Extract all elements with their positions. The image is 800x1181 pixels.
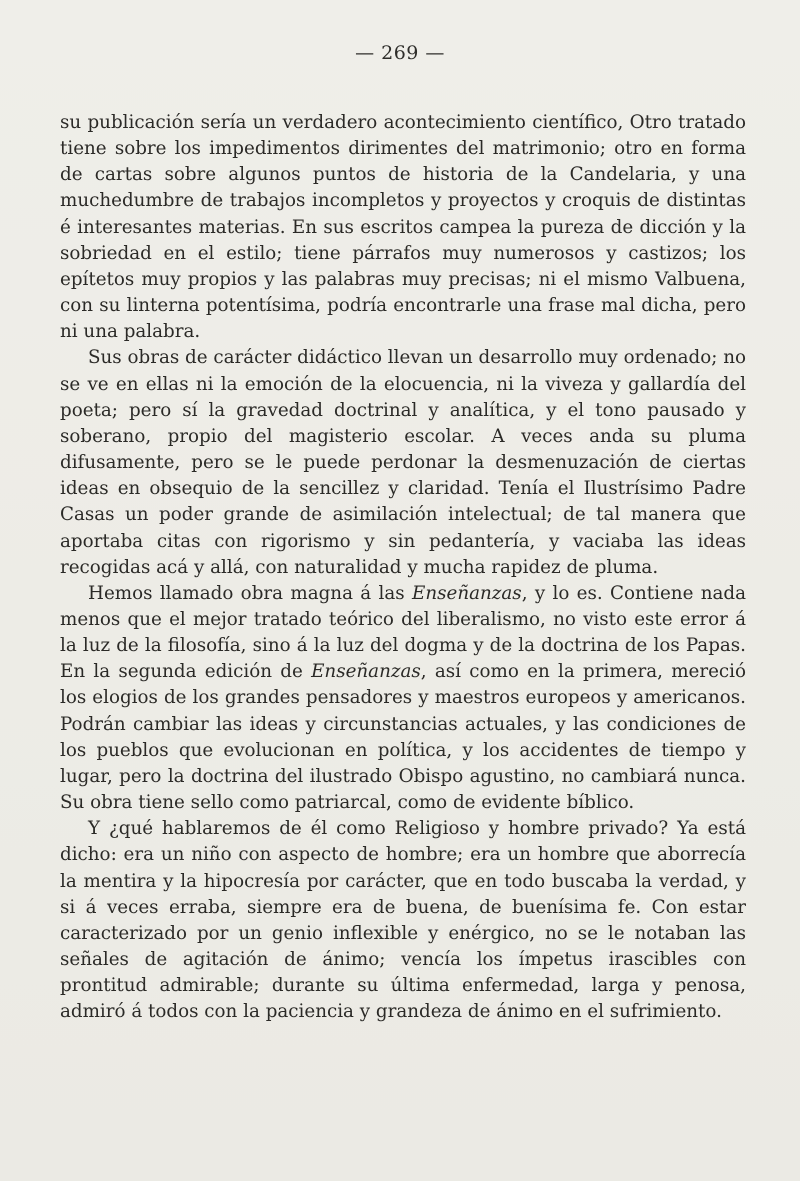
body-text (60, 110, 746, 1025)
paragraph-text: , y lo es. Contiene nada menos que el mejor tratado teórico del liberalismo, no visto este error á la luz de la filosofía, sino á la luz del dogma y de la doctrina de los Papas. En la segunda edición de (60, 582, 746, 683)
paragraph-text: , así como en la primera, mereció los elogios de los grandes pensadores y maestros europeos y americanos. Podrán cambiar las ideas y circunstancias actuales, y las condiciones de los pueblos que evolucionan en política, y los accidentes de tiempo y lugar, pero la doctrina del ilustrado Obispo agustino, no cambiará nunca. Su obra tiene sello como patriarcal, como de evidente bíblico. (60, 661, 746, 814)
book-title-italic: Enseñanzas (412, 582, 522, 604)
paragraph-1 (60, 110, 746, 345)
paragraph-2 (60, 345, 746, 580)
paragraph-text: Y ¿qué hablaremos de él como Religioso y hombre privado? Ya está dicho: era un niño con aspecto de hombre; era un hombre que aborrecía la mentira y la hipocresía por carácter, que en todo buscaba la verdad, y si á veces erraba, siempre era de buena, de buenísima fe. Con estar caracterizado por un genio inflexible y enérgico, no se le notaban las señales de agitación de ánimo; vencía los ímpetus irascibles con prontitud admirable; durante su última enfermedad, larga y penosa, admiró á todos con la paciencia y grandeza de ánimo en el sufrimiento. (60, 818, 746, 1023)
paragraph-text: Hemos llamado obra magna á las (88, 582, 412, 604)
paragraph-4 (60, 816, 746, 1025)
book-title-italic: Enseñanzas (311, 661, 421, 683)
paragraph-3 (60, 581, 746, 816)
paragraph-text: su publicación sería un verdadero acontecimiento científico, Otro tratado tiene sobre los impedimentos dirimentes del matrimonio; otro en forma de cartas sobre algunos puntos de historia de la Candelaria, y una muchedumbre de trabajos incompletos y proyectos y croquis de distintas é interesantes materias. En sus escritos campea la pureza de dicción y la sobriedad en el estilo; tiene párrafos muy numerosos y castizos; los epítetos muy propios y las palabras muy precisas; ni el mismo Valbuena, con su linterna potentísima, podría encontrarle una frase mal dicha, pero ni una palabra. (60, 112, 746, 343)
page-number: — 269 — (355, 42, 445, 64)
paragraph-text: Sus obras de carácter didáctico llevan un desarrollo muy ordenado; no se ve en ellas ni la emoción de la elocuencia, ni la viveza y gallardía del poeta; pero sí la gravedad doctrinal y analítica, y el tono pausado y soberano, propio del magisterio escolar. A veces anda su pluma difusamente, pero se le puede perdonar la desmenuzación de ciertas ideas en obsequio de la sencillez y claridad. Tenía el Ilustrísimo Padre Casas un poder grande de asimilación intelectual; de tal manera que aportaba citas con rigorismo y sin pedantería, y vaciaba las ideas recogidas acá y allá, con naturalidad y mucha rapidez de pluma. (60, 347, 746, 578)
